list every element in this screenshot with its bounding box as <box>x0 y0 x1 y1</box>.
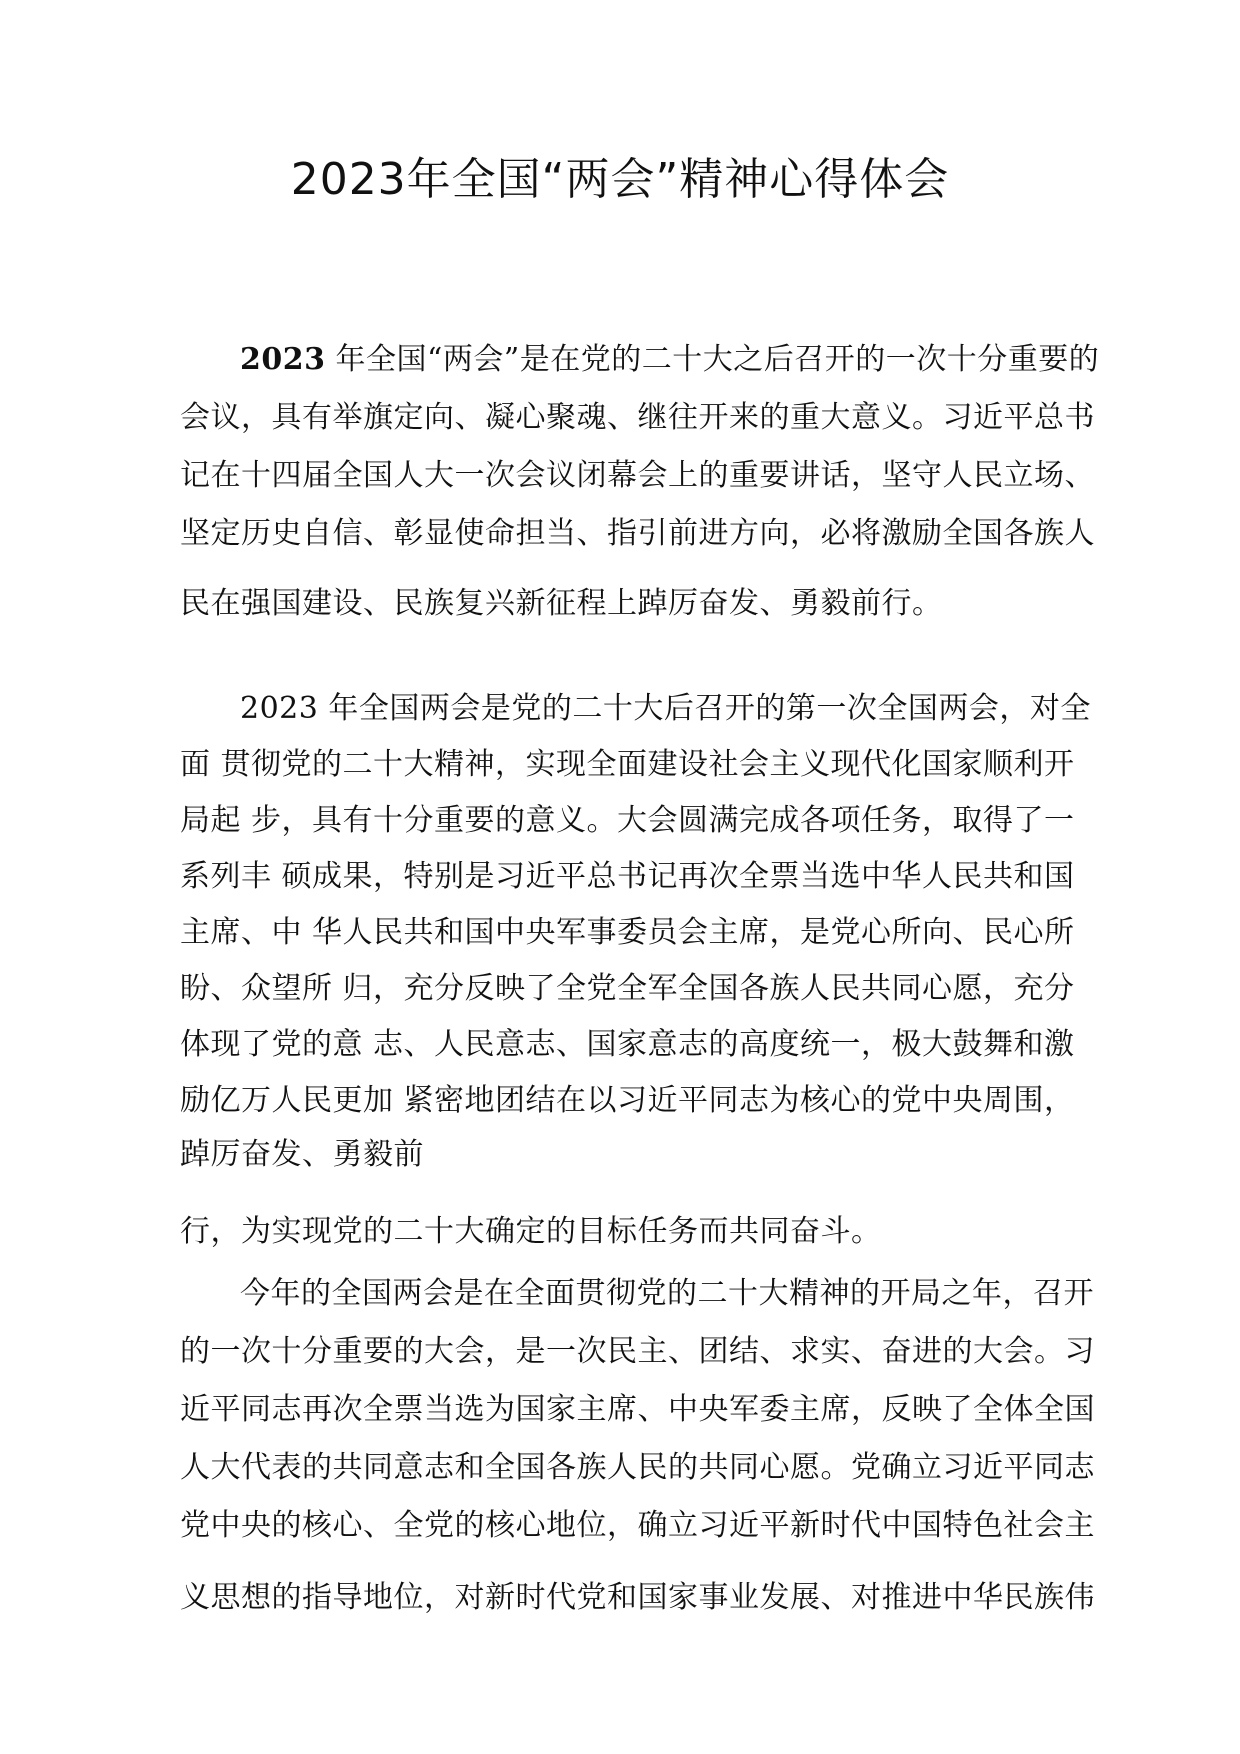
document-title: 2023年全国“两会”精神心得体会 <box>290 154 950 205</box>
paragraph-2-line-10: 行，为实现党的二十大确定的目标任务而共同奋斗。 <box>180 1214 882 1249</box>
paragraph-1-line-1 <box>240 340 1099 380</box>
paragraph-1-line-1-text: 年全国“两会”是在党的二十大之后召开的一次十分重要的 <box>325 342 1100 377</box>
paragraph-2-line-6: 盼、众望所 归，充分反映了全党全军全国各族人民共同心愿，充分 <box>180 971 1075 1006</box>
paragraph-2-line-4: 系列丰 硕成果，特别是习近平总书记再次全票当选中华人民共和国 <box>180 859 1075 894</box>
paragraph-2-line-8: 励亿万人民更加 紧密地团结在以习近平同志为核心的党中央周围， <box>180 1083 1075 1118</box>
paragraph-3-line-3: 近平同志再次全票当选为国家主席、中央军委主席，反映了全体全国 <box>180 1392 1095 1427</box>
paragraph-1-line-2: 会议，具有举旗定向、凝心聚魂、继往开来的重大意义。习近平总书 <box>180 400 1095 435</box>
paragraph-2-line-9: 踔厉奋发、勇毅前 <box>180 1137 424 1172</box>
paragraph-2-line-2: 面 贯彻党的二十大精神，实现全面建设社会主义现代化国家顺利开 <box>180 747 1075 782</box>
paragraph-1-line-5: 民在强国建设、民族复兴新征程上踔厉奋发、勇毅前行。 <box>180 586 943 621</box>
paragraph-2-line-5: 主席、中 华人民共和国中央军事委员会主席，是党心所向、民心所 <box>180 915 1075 950</box>
paragraph-2-line-7: 体现了党的意 志、人民意志、国家意志的高度统一，极大鼓舞和激 <box>180 1027 1075 1062</box>
paragraph-1-line-3: 记在十四届全国人大一次会议闭幕会上的重要讲话，坚守人民立场、 <box>180 458 1095 493</box>
paragraph-3-line-2: 的一次十分重要的大会，是一次民主、团结、求实、奋进的大会。习 <box>180 1334 1095 1369</box>
paragraph-2-line-1: 2023 年全国两会是党的二十大后召开的第一次全国两会，对全 <box>240 691 1091 726</box>
paragraph-2-line-3: 局起 步，具有十分重要的意义。大会圆满完成各项任务，取得了一 <box>180 803 1075 838</box>
paragraph-1-line-4: 坚定历史自信、彰显使命担当、指引前进方向，必将激励全国各族人 <box>180 516 1095 551</box>
paragraph-3-line-6: 义思想的指导地位，对新时代党和国家事业发展、对推进中华民族伟 <box>180 1580 1095 1615</box>
paragraph-1-lead-number: 2023 <box>240 342 326 377</box>
paragraph-3-line-4: 人大代表的共同意志和全国各族人民的共同心愿。党确立习近平同志 <box>180 1450 1095 1485</box>
paragraph-3-line-1: 今年的全国两会是在全面贯彻党的二十大精神的开局之年，召开 <box>240 1276 1094 1311</box>
paragraph-3-line-5: 党中央的核心、全党的核心地位，确立习近平新时代中国特色社会主 <box>180 1508 1095 1543</box>
